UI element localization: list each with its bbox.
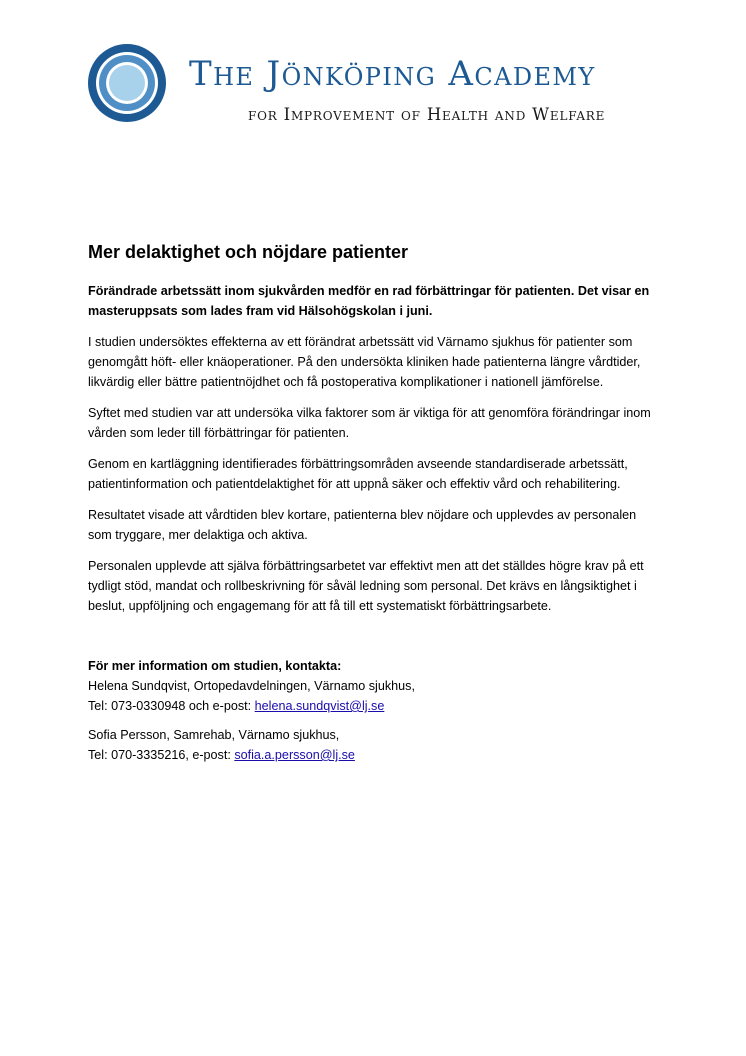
contact-person-2-tel-text: Tel: 070-3335216, e-post: (88, 748, 235, 762)
contact-person-1-tel-text: Tel: 073-0330948 och e-post: (88, 699, 255, 713)
page-header (88, 44, 668, 128)
article-paragraph: Resultatet visade att vårdtiden blev kortare, patienterna blev nöjdare och upplevdes av personalen som tryggare, mer delaktiga och aktiva. (88, 508, 637, 542)
academy-subtitle: for Improvement of Health and Welfare (248, 105, 606, 124)
contact-person-2-tel (88, 745, 663, 765)
contact-person-2-line: Sofia Persson, Samrehab, Värnamo sjukhus, (88, 728, 340, 742)
email-link-sofia[interactable]: sofia.a.persson@lj.se (234, 748, 355, 762)
academy-logo-icon (88, 44, 166, 122)
contact-section (88, 656, 663, 774)
article-paragraph: I studien undersöktes effekterna av ett förändrat arbetssätt vid Värnamo sjukhus för patienter som genomgått höft- eller knäoperationer. På den undersökta kliniken hade patienterna längre vårdtider, likvärdig eller bättre patientnöjdhet och få postoperativa komplikationer i nationell jämförelse. (88, 335, 641, 389)
email-link-helena[interactable]: helena.sundqvist@lj.se (254, 699, 385, 713)
contact-person-1-tel (88, 696, 663, 716)
article (88, 240, 663, 627)
article-paragraph: Genom en kartläggning identifierades förbättringsområden avseende standardiserade arbetssätt, patientinformation och patientdelaktighet för att uppnå säker och effektiv vård och rehabilitering. (88, 457, 628, 491)
article-paragraph: Personalen upplevde att själva förbättringsarbetet var effektivt men att det ställdes högre krav på ett tydligt stöd, mandat och rollbeskrivning för såväl ledning som personal. Det krävs en långsiktighet i beslut, uppföljning och engagemang för att få till ett systematiskt förbättringsarbete. (88, 559, 644, 613)
academy-title: The Jönköping Academy (189, 54, 596, 94)
contact-person-1-line: Helena Sundqvist, Ortopedavdelningen, Värnamo sjukhus, (88, 679, 415, 693)
contact-block-2 (88, 725, 663, 765)
contact-block-1 (88, 656, 663, 716)
article-headline: Mer delaktighet och nöjdare patienter (88, 242, 409, 262)
article-lead: Förändrade arbetssätt inom sjukvården medför en rad förbättringar för patienten. Det visar en masteruppsats som lades fram vid Hälsohögskolan i juni. (88, 284, 650, 318)
contact-heading: För mer information om studien, kontakta: (88, 659, 342, 673)
article-paragraph: Syftet med studien var att undersöka vilka faktorer som är viktiga för att genomföra förändringar inom vården som leder till förbättringar för patienten. (88, 406, 651, 440)
